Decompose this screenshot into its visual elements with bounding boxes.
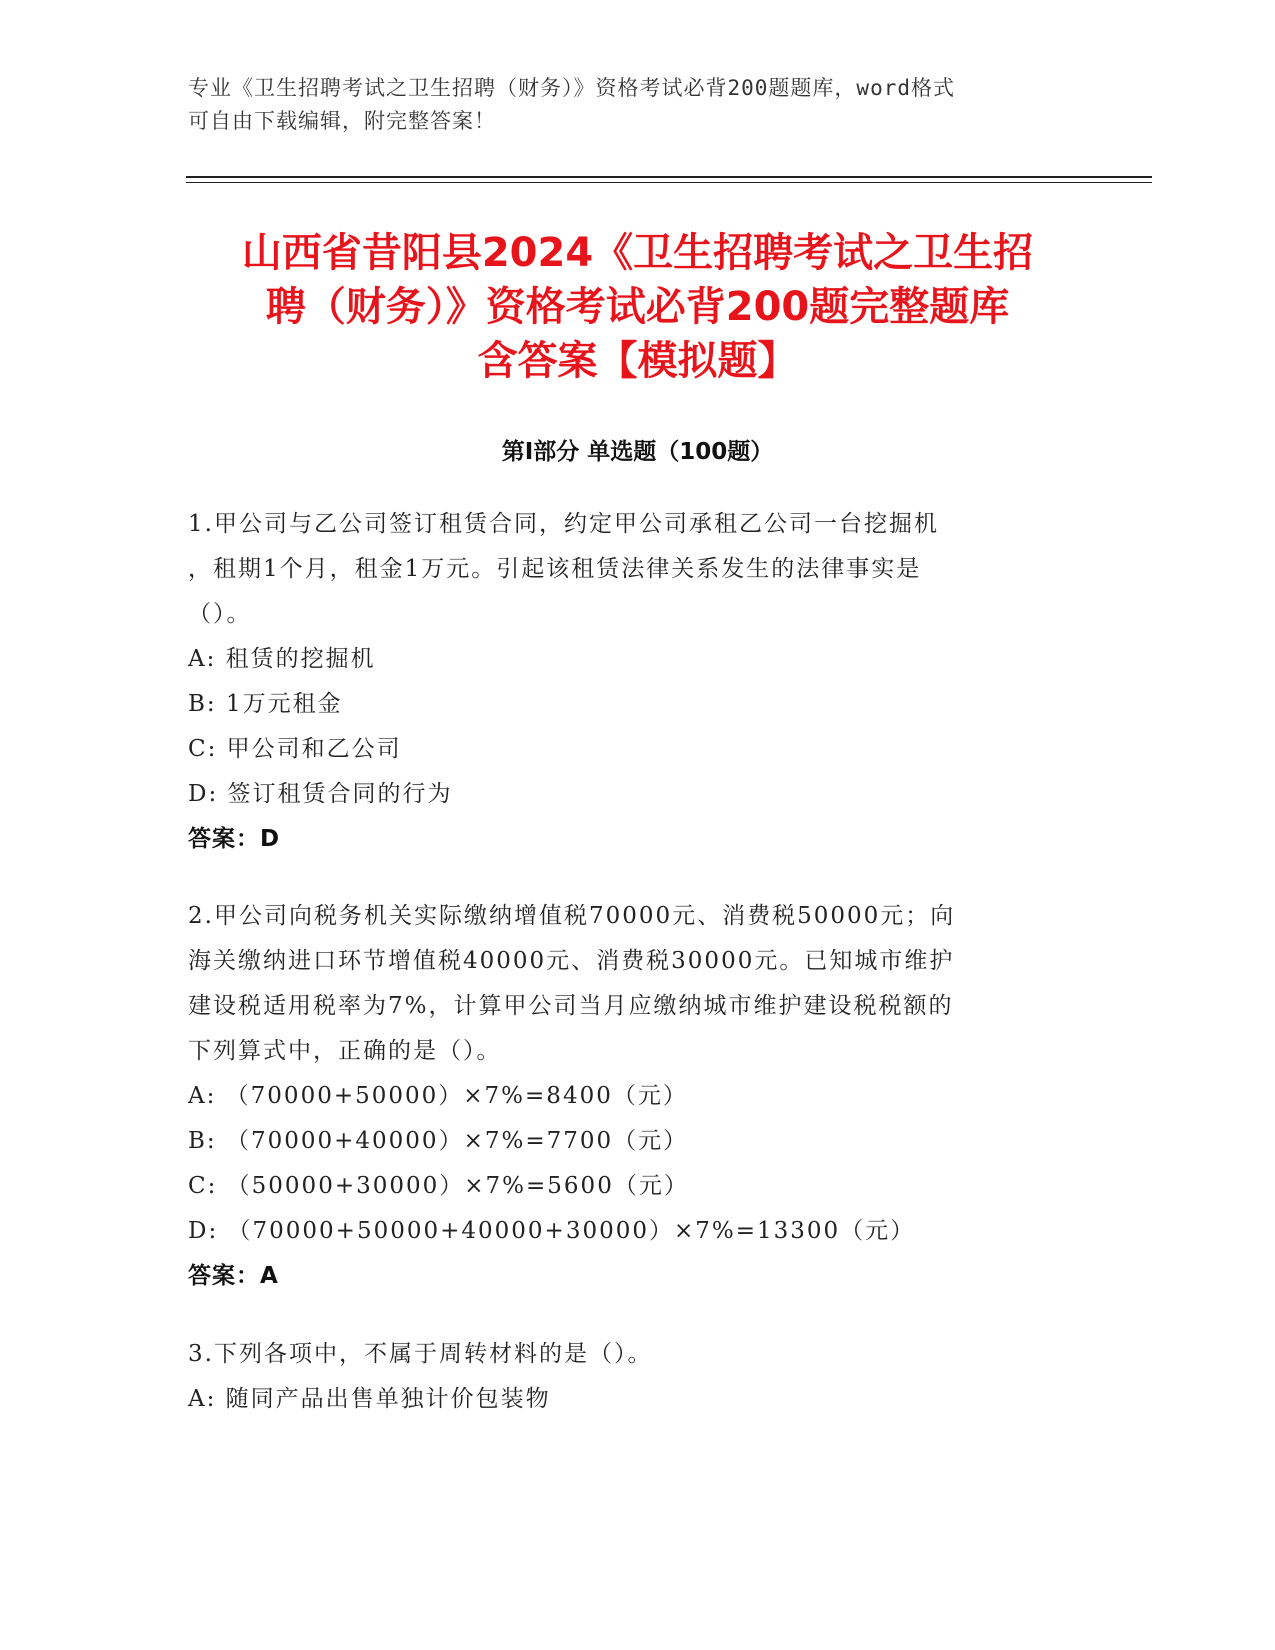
answer-key: 答案：A: [188, 1263, 279, 1289]
header-divider-thin: [186, 182, 1152, 183]
option-a: A: 随同产品出售单独计价包装物: [188, 1386, 551, 1412]
question-stem-line: 3.下列各项中，不属于周转材料的是（）。: [188, 1341, 653, 1367]
question-stem-line: 1.甲公司与乙公司签订租赁合同，约定甲公司承租乙公司一台挖掘机: [188, 511, 939, 537]
header-note-line: 专业《卫生招聘考试之卫生招聘（财务）》资格考试必背200题题库，word格式: [188, 76, 955, 100]
header-note-line: 可自由下载编辑，附完整答案！: [188, 109, 496, 133]
option-b: B: （70000+40000）×7%=7700（元）: [188, 1128, 689, 1154]
option-a: A: 租赁的挖掘机: [188, 646, 376, 672]
question-2: [188, 894, 1068, 1299]
title-line: 山西省昔阳县2024《卫生招聘考试之卫生招: [241, 230, 1034, 276]
section-heading: 第I部分 单选题（100题）: [501, 439, 774, 465]
option-d: D: 签订租赁合同的行为: [188, 781, 453, 807]
option-c: C: 甲公司和乙公司: [188, 736, 402, 762]
question-1: [188, 502, 1068, 862]
option-a: A: （70000+50000）×7%=8400（元）: [188, 1083, 688, 1109]
header-note: [188, 72, 1068, 138]
option-c: C: （50000+30000）×7%=5600（元）: [188, 1173, 689, 1199]
header-divider-thick: [186, 176, 1152, 178]
question-stem-line: 下列算式中，正确的是（）。: [188, 1038, 502, 1064]
title-line: 聘（财务）》资格考试必背200题完整题库: [265, 284, 1010, 330]
answer-key: 答案：D: [188, 826, 281, 852]
question-stem-line: 海关缴纳进口环节增值税40000元、消费税30000元。已知城市维护: [188, 948, 955, 974]
option-d: D: （70000+50000+40000+30000）×7%=13300（元）: [188, 1218, 916, 1244]
document-title: [170, 226, 1105, 388]
question-3: [188, 1332, 1068, 1422]
question-stem-line: 建设税适用税率为7%，计算甲公司当月应缴纳城市维护建设税税额的: [188, 993, 954, 1019]
title-line: 含答案【模拟题】: [477, 338, 798, 384]
option-b: B: 1万元租金: [188, 691, 343, 717]
question-stem-line: （）。: [188, 601, 252, 627]
question-stem-line: 2.甲公司向税务机关实际缴纳增值税70000元、消费税50000元；向: [188, 903, 956, 929]
question-stem-line: ，租期1个月，租金1万元。引起该租赁法律关系发生的法律事实是: [188, 556, 922, 582]
